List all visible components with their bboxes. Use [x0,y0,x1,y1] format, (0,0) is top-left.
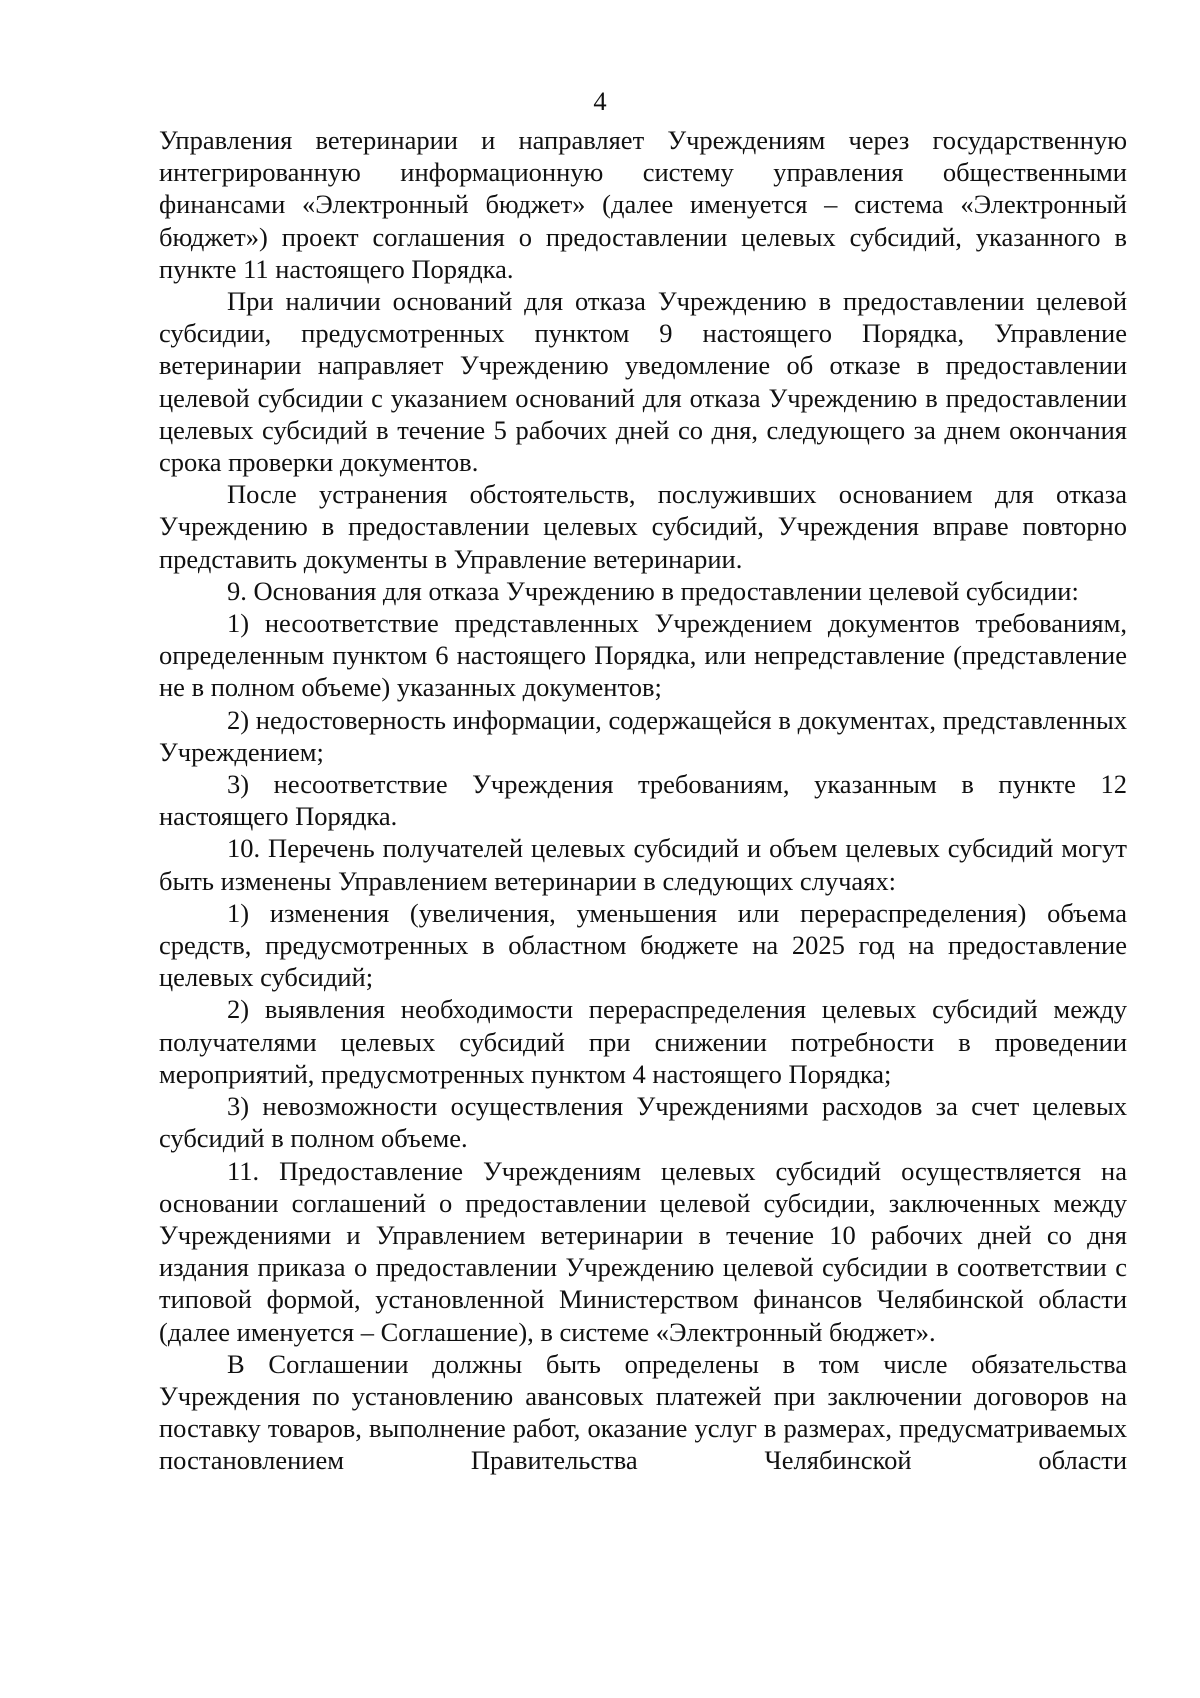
clause-9-item-2: 2) недостоверность информации, содержащейся в документах, представленных Учреждением; [159,704,1127,767]
paragraph-resubmission: После устранения обстоятельств, послуживших основанием для отказа Учреждению в предоставлении целевых субсидий, Учреждения вправе повторно представить документы в Управление ветеринарии. [159,479,1127,574]
clause-10-item-1: 1) изменения (увеличения, уменьшения или перераспределения) объема средств, предусмотренных в областном бюджете на 2025 год на предоставление целевых субсидий; [159,897,1127,993]
paragraph-refusal-notice: При наличии оснований для отказа Учреждению в предоставлении целевой субсидии, предусмотренных пунктом 9 настоящего Порядка, Управление ветеринарии направляет Учреждению уведомление об отказе в предоставлении целевой субсидии с указанием оснований для отказа Учреждению в предоставлении целевых субсидий в течение 5 рабочих дней со дня, следующего за днем окончания срока проверки документов. [159,286,1127,478]
clause-10-item-3: 3) невозможности осуществления Учреждениями расходов за счет целевых субсидий в полном объеме. [159,1091,1127,1154]
clause-11: 11. Предоставление Учреждениям целевых субсидий осуществляется на основании соглашений о предоставлении целевой субсидии, заключенных между Учреждениями и Управлением ветеринарии в течение 10 рабочих дней со дня издания приказа о предоставлении Учреждению целевой субсидии в соответствии с типовой формой, установленной Министерством финансов Челябинской области (далее именуется – Соглашение), в системе «Электронный бюджет». [159,1155,1127,1347]
paragraph-continuation: Управления ветеринарии и направляет Учреждениям через государственную интегрированную информационную систему управления общественными финансами «Электронный бюджет» (далее именуется – система «Электронный бюджет») проект соглашения о предоставлении целевых субсидий, указанного в пункте 11 настоящего Порядка. [159,125,1127,284]
page-number: 4 [593,86,607,116]
clause-9-item-1: 1) несоответствие представленных Учреждением документов требованиям, определенным пунктом 6 настоящего Порядка, или непредставление (представление не в полном объеме) указанных документов; [159,608,1127,703]
clause-9-heading: 9. Основания для отказа Учреждению в предоставлении целевой субсидии: [227,575,1079,606]
clause-9-item-3: 3) несоответствие Учреждения требованиям, указанным в пункте 12 настоящего Порядка. [159,769,1127,832]
clause-10-heading: 10. Перечень получателей целевых субсидий и объем целевых субсидий могут быть изменены Управлением ветеринарии в следующих случаях: [159,833,1127,896]
clause-10-item-2: 2) выявления необходимости перераспределения целевых субсидий между получателями целевых субсидий при снижении потребности в проведении мероприятий, предусмотренных пунктом 4 настоящего Порядка; [159,994,1127,1089]
paragraph-agreement-obligations: В Соглашении должны быть определены в том числе обязательства Учреждения по установлению авансовых платежей при заключении договоров на поставку товаров, выполнение работ, оказание услуг в размерах, предусматриваемых постановлением Правительства Челябинской области [159,1348,1127,1476]
document-body [159,124,1127,1477]
